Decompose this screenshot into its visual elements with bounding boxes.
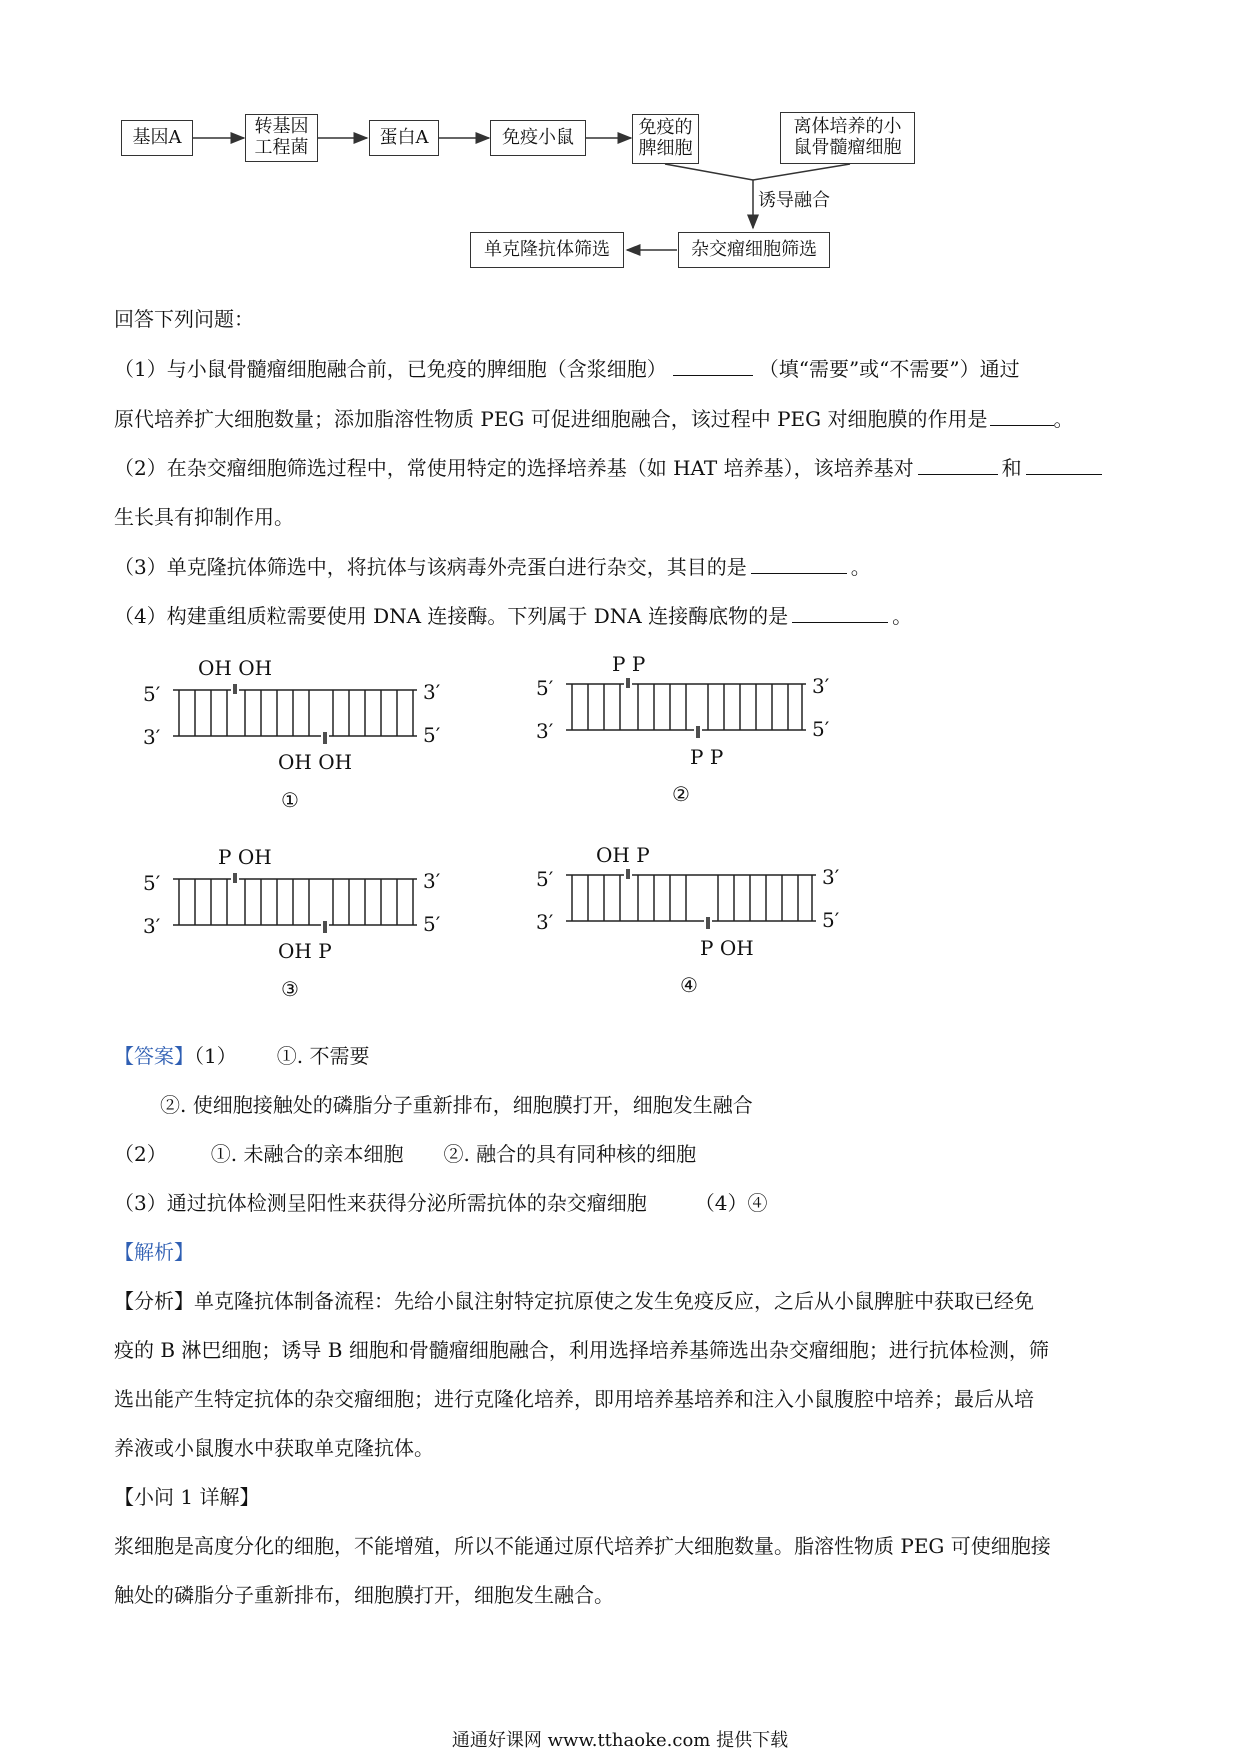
- d2-dna-strands: [558, 674, 814, 746]
- analysis-line-1: [114, 1285, 1034, 1314]
- d4-3prime-bottom: 3′: [536, 910, 554, 934]
- q4-line: [114, 600, 912, 629]
- d2-top-label: P P: [612, 652, 646, 676]
- answer-2-part2: ②. 融合的具有同种核的细胞: [443, 1142, 697, 1166]
- d1-number: ①: [281, 788, 299, 812]
- d4-bottom-label: P OH: [700, 936, 754, 960]
- d1-3prime-bottom: 3′: [143, 725, 161, 749]
- answer-tag: 【答案】: [114, 1044, 194, 1068]
- box-gene-a: 基因A: [121, 120, 193, 156]
- analysis-line-2: 疫的 B 淋巴细胞；诱导 B 细胞和骨髓瘤细胞融合，利用选择培养基筛选出杂交瘤细胞；进行抗体检测，筛: [114, 1338, 1049, 1362]
- q4-text-b: 。: [892, 604, 913, 628]
- sub1-line-1: 浆细胞是高度分化的细胞，不能增殖，所以不能通过原代培养扩大细胞数量。脂溶性物质 PEG 可使细胞接: [114, 1534, 1051, 1558]
- d4-dna-strands: [558, 865, 824, 937]
- q3-blank: [751, 553, 847, 574]
- answer-4: （4）④: [694, 1191, 768, 1215]
- q2-blank-1: [918, 454, 998, 475]
- d2-bottom-label: P P: [690, 745, 724, 769]
- box-myeloma-cells: 离体培养的小 鼠骨髓瘤细胞: [780, 112, 915, 164]
- box-protein-a: 蛋白A: [369, 120, 439, 156]
- box-immunize-mouse: 免疫小鼠: [490, 120, 586, 156]
- q3-line: [114, 551, 871, 580]
- q1-text-a: （1）与小鼠骨髓瘤细胞融合前，已免疫的脾细胞（含浆细胞）: [114, 357, 667, 381]
- q1-text-b: （填“需要”或“不需要”）通过: [758, 357, 1020, 381]
- d3-top-label: P OH: [218, 845, 272, 869]
- q2-line2: 生长具有抑制作用。: [114, 505, 294, 529]
- d1-3prime-top: 3′: [423, 680, 441, 704]
- answer-1-part1: ①. 不需要: [276, 1044, 370, 1068]
- d4-5prime-bottom: 5′: [822, 908, 840, 932]
- box-hybridoma-screen: 杂交瘤细胞筛选: [678, 232, 830, 268]
- q2-text-a: （2）在杂交瘤细胞筛选过程中，常使用特定的选择培养基（如 HAT 培养基），该培养基对: [114, 456, 914, 480]
- question-intro: 回答下列问题：: [114, 307, 254, 331]
- page-footer: 通通好课网 www.tthaoke.com 提供下载: [451, 1730, 789, 1751]
- box-immune-spleen: 免疫的 脾细胞: [632, 114, 699, 164]
- d3-bottom-label: OH P: [278, 939, 332, 963]
- answer-line-1: [114, 1040, 369, 1069]
- fenxi-tag: 【分析】: [114, 1289, 194, 1313]
- d2-5prime-bottom: 5′: [812, 717, 830, 741]
- q2-blank-2: [1026, 454, 1102, 475]
- d2-number: ②: [672, 782, 690, 806]
- sub1-tag: 【小问 1 详解】: [114, 1485, 260, 1509]
- answer-line-3: [114, 1138, 696, 1167]
- answer-1-num: （1）: [194, 1044, 237, 1068]
- answer-3: （3）通过抗体检测呈阳性来获得分泌所需抗体的杂交瘤细胞: [114, 1191, 647, 1215]
- d2-3prime-bottom: 3′: [536, 719, 554, 743]
- q4-text-a: （4）构建重组质粒需要使用 DNA 连接酶。下列属于 DNA 连接酶底物的是: [114, 604, 789, 628]
- q1-line1: [114, 353, 1020, 382]
- q4-blank: [792, 602, 888, 623]
- d4-top-label: OH P: [596, 843, 650, 867]
- d2-5prime-top: 5′: [536, 676, 554, 700]
- fenxi-text-1: 单克隆抗体制备流程：先给小鼠注射特定抗原使之发生免疫反应，之后从小鼠脾脏中获取已经免: [194, 1289, 1034, 1313]
- q1-blank-1: [673, 355, 753, 376]
- answer-line-4: [114, 1187, 767, 1216]
- d3-3prime-bottom: 3′: [143, 914, 161, 938]
- analysis-line-4: 养液或小鼠腹水中获取单克隆抗体。: [114, 1436, 434, 1460]
- q1-text-d: 。: [1053, 407, 1074, 431]
- q2-line1: [114, 452, 1102, 481]
- answer-2-num: （2）: [114, 1142, 167, 1166]
- d4-3prime-top: 3′: [822, 865, 840, 889]
- analysis-line-3: 选出能产生特定抗体的杂交瘤细胞；进行克隆化培养，即用培养基培养和注入小鼠腹腔中培养；最后从培: [114, 1387, 1034, 1411]
- d3-dna-strands: [165, 869, 425, 941]
- answer-line-2: ②. 使细胞接触处的磷脂分子重新排布，细胞膜打开，细胞发生融合: [160, 1093, 753, 1117]
- q1-blank-2: [990, 405, 1054, 426]
- d4-number: ④: [680, 973, 698, 997]
- analysis-tag: 【解析】: [114, 1240, 194, 1264]
- d3-5prime-bottom: 5′: [423, 912, 441, 936]
- d3-3prime-top: 3′: [423, 869, 441, 893]
- d1-bottom-label: OH OH: [278, 750, 353, 774]
- sub1-line-2: 触处的磷脂分子重新排布，细胞膜打开，细胞发生融合。: [114, 1583, 614, 1607]
- q3-text-a: （3）单克隆抗体筛选中，将抗体与该病毒外壳蛋白进行杂交，其目的是: [114, 555, 747, 579]
- answer-2-part1: ①. 未融合的亲本细胞: [210, 1142, 404, 1166]
- d4-5prime-top: 5′: [536, 867, 554, 891]
- d3-5prime-top: 5′: [143, 871, 161, 895]
- d1-5prime-top: 5′: [143, 682, 161, 706]
- q1-line2: [114, 403, 1074, 432]
- box-mab-screen: 单克隆抗体筛选: [470, 232, 624, 268]
- q1-text-c: 原代培养扩大细胞数量；添加脂溶性物质 PEG 可促进细胞融合，该过程中 PEG 对细胞膜的作用是: [114, 407, 988, 431]
- d1-dna-strands: [165, 680, 425, 752]
- d1-5prime-bottom: 5′: [423, 723, 441, 747]
- label-induce-fusion: 诱导融合: [758, 190, 830, 211]
- q2-text-b: 和: [1001, 456, 1022, 480]
- box-engineered-bacteria: 转基因 工程菌: [245, 114, 318, 162]
- d2-3prime-top: 3′: [812, 674, 830, 698]
- d1-top-label: OH OH: [198, 656, 273, 680]
- d3-number: ③: [281, 977, 299, 1001]
- q3-text-b: 。: [850, 555, 871, 579]
